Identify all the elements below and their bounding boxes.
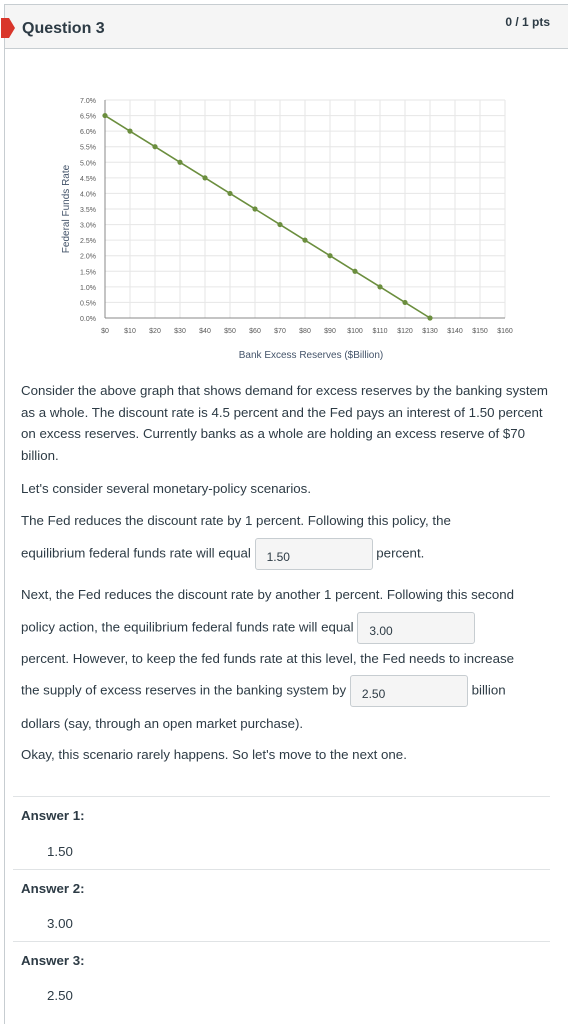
y-tick-label: 2.5% xyxy=(80,238,96,246)
x-tick-label: $10 xyxy=(124,328,136,335)
x-tick-label: $70 xyxy=(274,328,286,335)
x-tick-label: $80 xyxy=(299,328,311,335)
points-label: 0 / 1 pts xyxy=(505,15,550,29)
data-point xyxy=(352,269,357,274)
y-tick-label: 6.0% xyxy=(80,129,96,137)
p1-text-c: percent. xyxy=(376,545,425,561)
data-point xyxy=(102,113,107,118)
question-header xyxy=(4,4,568,49)
paragraph-1 xyxy=(21,510,551,570)
y-tick-label: 1.0% xyxy=(80,284,96,292)
p2-text-d: the supply of excess reserves in the banking system by xyxy=(21,682,347,698)
data-point xyxy=(327,253,332,258)
data-point xyxy=(277,222,282,227)
answer-2-input[interactable]: 3.00 xyxy=(357,612,475,644)
x-tick-label: $90 xyxy=(324,328,336,335)
x-tick-label: $140 xyxy=(447,328,463,335)
p2-line-3: percent. However, to keep the fed funds rate at this level, the Fed needs to increase xyxy=(21,650,515,666)
y-tick-label: 1.5% xyxy=(80,269,96,277)
p2-line-5: dollars (say, through an open market purchase). xyxy=(21,716,304,731)
data-point xyxy=(377,284,382,289)
p2-line-1: Next, the Fed reduces the discount rate by another 1 percent. Following this second xyxy=(21,587,515,602)
x-tick-label: $50 xyxy=(224,328,236,335)
data-point xyxy=(302,238,307,243)
y-tick-label: 0.0% xyxy=(80,316,96,323)
x-tick-label: $150 xyxy=(472,328,488,335)
answer-1-value: 1.50 xyxy=(47,844,73,859)
data-point xyxy=(127,129,132,134)
y-tick-label: 5.5% xyxy=(80,144,96,152)
p2-line-2 xyxy=(21,612,551,644)
y-axis-label: Federal Funds Rate xyxy=(61,164,72,254)
divider-1 xyxy=(13,796,550,797)
data-point xyxy=(427,315,432,320)
p1-text-b: equilibrium federal funds rate will equal xyxy=(21,545,251,561)
p1-line-2 xyxy=(21,538,551,570)
demand-chart xyxy=(50,84,530,374)
data-point xyxy=(402,300,407,305)
intro-paragraph: Consider the above graph that shows demand for excess reserves by the banking system as a whole. The discount rate is 4.5 percent and the Fed pays an interest of 1.50 percent on excess reserves. Currently banks as a whole are holding an excess reserve of $70 billion. xyxy=(21,383,548,463)
divider-2 xyxy=(13,869,550,870)
scenarios-paragraph: Let's consider several monetary-policy scenarios. xyxy=(21,481,312,496)
question-title: Question 3 xyxy=(22,20,105,37)
x-tick-label: $160 xyxy=(497,328,513,335)
y-tick-label: 3.0% xyxy=(80,222,96,230)
y-tick-label: 5.0% xyxy=(80,160,96,168)
answer-1-input[interactable]: 1.50 xyxy=(255,538,373,570)
y-tick-label: 7.0% xyxy=(80,98,96,105)
answer-1-label: Answer 1: xyxy=(21,808,85,823)
chart-svg xyxy=(50,84,530,374)
y-tick-label: 2.0% xyxy=(80,253,96,261)
x-tick-label: $20 xyxy=(149,328,161,335)
content-border xyxy=(4,49,5,1024)
x-tick-label: $30 xyxy=(174,328,186,335)
x-tick-label: $110 xyxy=(372,328,388,335)
answer-3-label: Answer 3: xyxy=(21,953,85,968)
x-tick-label: $0 xyxy=(101,328,109,335)
y-tick-label: 4.5% xyxy=(80,175,96,183)
paragraph-3: Okay, this scenario rarely happens. So let's move to the next one. xyxy=(21,747,407,762)
data-point xyxy=(152,144,157,149)
x-tick-label: $130 xyxy=(422,328,438,335)
y-tick-label: 4.0% xyxy=(80,191,96,199)
answer-3-input[interactable]: 2.50 xyxy=(350,675,468,707)
data-point xyxy=(252,206,257,211)
x-tick-label: $60 xyxy=(249,328,261,335)
x-tick-label: $40 xyxy=(199,328,211,335)
answer-2-label: Answer 2: xyxy=(21,881,85,896)
data-point xyxy=(202,175,207,180)
p2-text-e: billion xyxy=(471,682,506,698)
y-tick-label: 0.5% xyxy=(80,300,96,308)
p2-line-4 xyxy=(21,675,551,707)
flag-icon xyxy=(1,18,15,38)
p1-line-1: The Fed reduces the discount rate by 1 percent. Following this policy, the xyxy=(21,513,451,528)
data-point xyxy=(227,191,232,196)
x-tick-label: $120 xyxy=(397,328,413,335)
x-axis-label: Bank Excess Reserves ($Billion) xyxy=(238,350,384,361)
answer-3-value: 2.50 xyxy=(47,988,73,1003)
paragraph-2 xyxy=(21,584,551,735)
divider-3 xyxy=(13,941,550,942)
y-tick-label: 6.5% xyxy=(80,113,96,121)
y-tick-label: 3.5% xyxy=(80,207,96,214)
answer-2-value: 3.00 xyxy=(47,916,73,931)
x-tick-label: $100 xyxy=(347,328,363,335)
p2-text-b: policy action, the equilibrium federal funds rate will equal xyxy=(21,619,354,635)
data-point xyxy=(177,160,182,165)
